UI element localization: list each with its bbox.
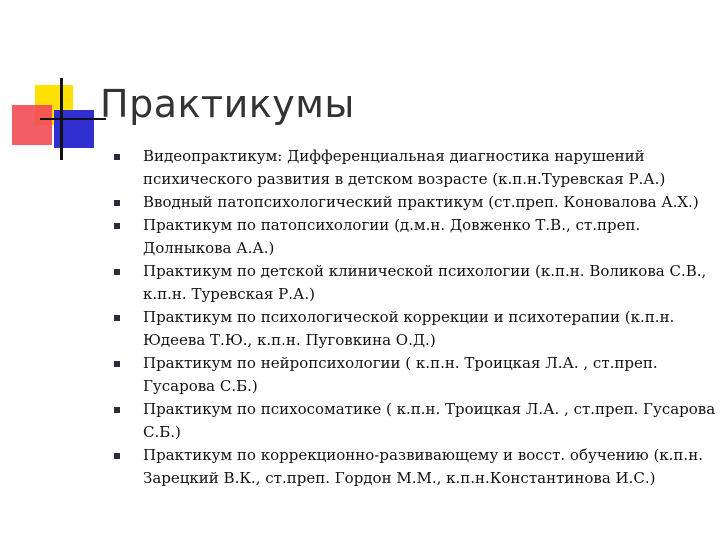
list-item-text: Практикум по коррекционно-развивающему и восст. обучению (к.п.н. Зарецкий В.К., ст.преп. Гордон М.М., к.п.н.Константинова И.С.) (143, 446, 703, 487)
square-bullet-icon (114, 154, 120, 160)
list-item-text: Практикум по патопсихологии (д.м.н. Довженко Т.В., ст.преп. Долныкова А.А.) (143, 216, 641, 257)
list-item (110, 306, 720, 352)
list-item-text: Практикум по психологической коррекции и психотерапии (к.п.н. Юдеева Т.Ю., к.п.н. Пуговкина О.Д.) (143, 308, 675, 349)
square-bullet-icon (114, 315, 120, 321)
square-bullet-icon (114, 361, 120, 367)
practicum-list (110, 145, 720, 490)
list-item-text: Видеопрактикум: Дифференциальная диагностика нарушений психического развития в детском возрасте (к.п.н.Туревская Р.А.) (143, 147, 666, 188)
list-item (110, 214, 720, 260)
square-bullet-icon (114, 407, 120, 413)
list-item (110, 260, 720, 306)
square-bullet-icon (114, 223, 120, 229)
logo-red-square (12, 105, 52, 145)
list-item (110, 145, 720, 191)
list-item-text: Вводный патопсихологический практикум (ст.преп. Коновалова А.Х.) (143, 193, 699, 211)
square-bullet-icon (114, 269, 120, 275)
list-item-text: Практикум по детской клинической психологии (к.п.н. Воликова С.В., к.п.н. Туревская Р.А.) (143, 262, 707, 303)
list-item (110, 352, 720, 398)
list-item (110, 398, 720, 444)
list-item-text: Практикум по нейропсихологии ( к.п.н. Троицкая Л.А. , ст.преп. Гусарова С.Б.) (143, 354, 658, 395)
square-bullet-icon (114, 200, 120, 206)
list-item-text: Практикум по психосоматике ( к.п.н. Троицкая Л.А. , ст.преп. Гусарова С.Б.) (143, 400, 716, 441)
slide-title: Практикумы (100, 82, 355, 126)
square-bullet-icon (114, 453, 120, 459)
logo-horizontal-line (40, 118, 106, 120)
list-item (110, 191, 720, 214)
list-item (110, 444, 720, 490)
